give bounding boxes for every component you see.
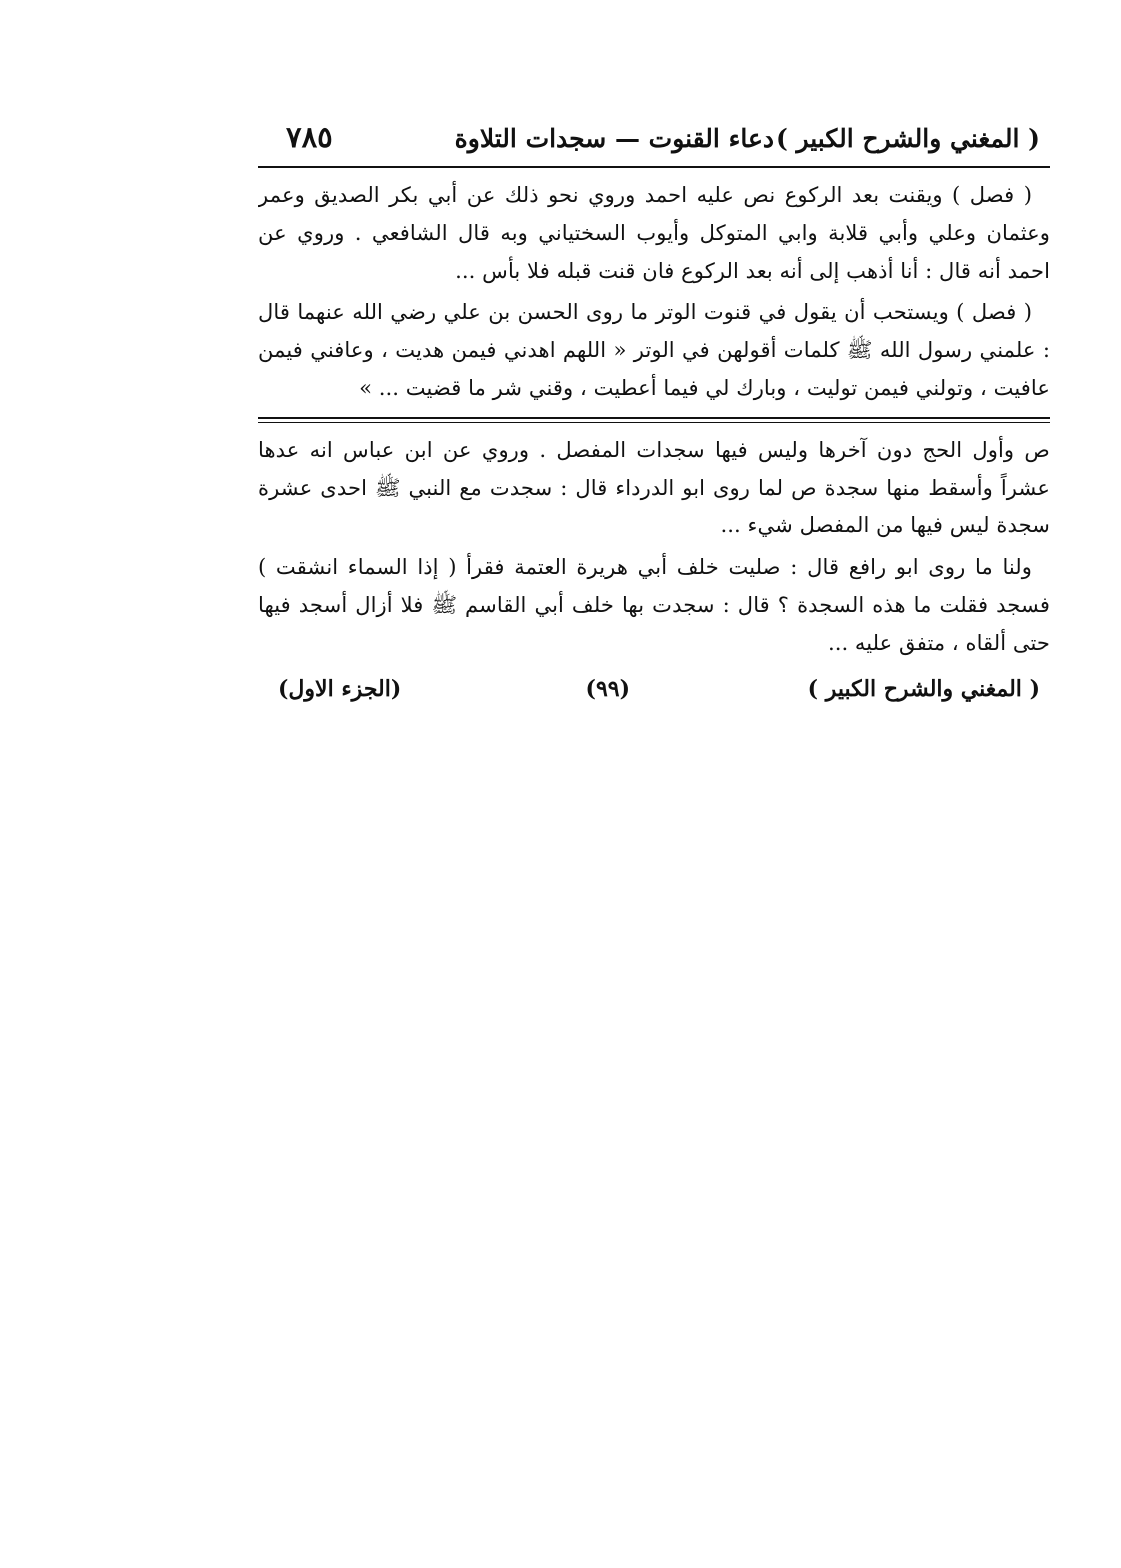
running-header (258, 118, 1050, 168)
footer-signature: (٩٩) (585, 675, 630, 702)
document-page (258, 118, 1050, 1488)
lower-text (258, 431, 1050, 662)
footer-volume: (الجزء الاول) (278, 675, 402, 702)
paragraph-sujud-mufassal: ص وأول الحج دون آخرها وليس فيها سجدات المفصل . وروي عن ابن عباس انه عدها عشراً وأسقط منها سجدة ص لما روى ابو الدرداء قال : سجدت مع النبي ﷺ احدى عشرة سجدة ليس فيها من المفصل شيء ... (258, 436, 1050, 538)
paragraph-qunut-after-ruku: ( فصل ) ويقنت بعد الركوع نص عليه احمد وروي نحو ذلك عن أبي بكر الصديق وعمر وعثمان وعلي وأبي قلابة وابي المتوكل وأيوب السختياني وبه قال الشافعي . وروي عن احمد أنه قال : أنا أذهب إلى أنه بعد الركوع فان قنت قبله فلا بأس ... (258, 182, 1050, 283)
main-text (258, 176, 1050, 407)
page-footer (258, 672, 1050, 712)
page-number: ٧٨٥ (286, 120, 333, 154)
footer-book-title: ( المغني والشرح الكبير ) (807, 675, 1040, 702)
section-separator (258, 417, 1050, 423)
paragraph-abu-rafi: ولنا ما روى ابو رافع قال : صليت خلف أبي هريرة العتمة فقرأ ( إذا السماء انشقت ) فسجد فقلت ما هذه السجدة ؟ قال : سجدت بها خلف أبي القاسم ﷺ فلا أزال أسجد فيها حتى ألقاه ، متفق عليه ... (258, 554, 1050, 655)
header-book-title: ( المغني والشرح الكبير ) (775, 124, 1040, 153)
paragraph-qunut-witr: ( فصل ) ويستحب أن يقول في قنوت الوتر ما روى الحسن بن علي رضي الله عنهما قال : علمني رسول الله ﷺ كلمات أقولهن في الوتر « اللهم اهدني فيمن هديت ، وعافني فيمن عافيت ، وتولني فيمن توليت ، وبارك لي فيما أعطيت ، وقني شر ما قضيت ... » (258, 299, 1050, 400)
header-section-title: دعاء القنوت — سجدات التلاوة (454, 124, 774, 153)
